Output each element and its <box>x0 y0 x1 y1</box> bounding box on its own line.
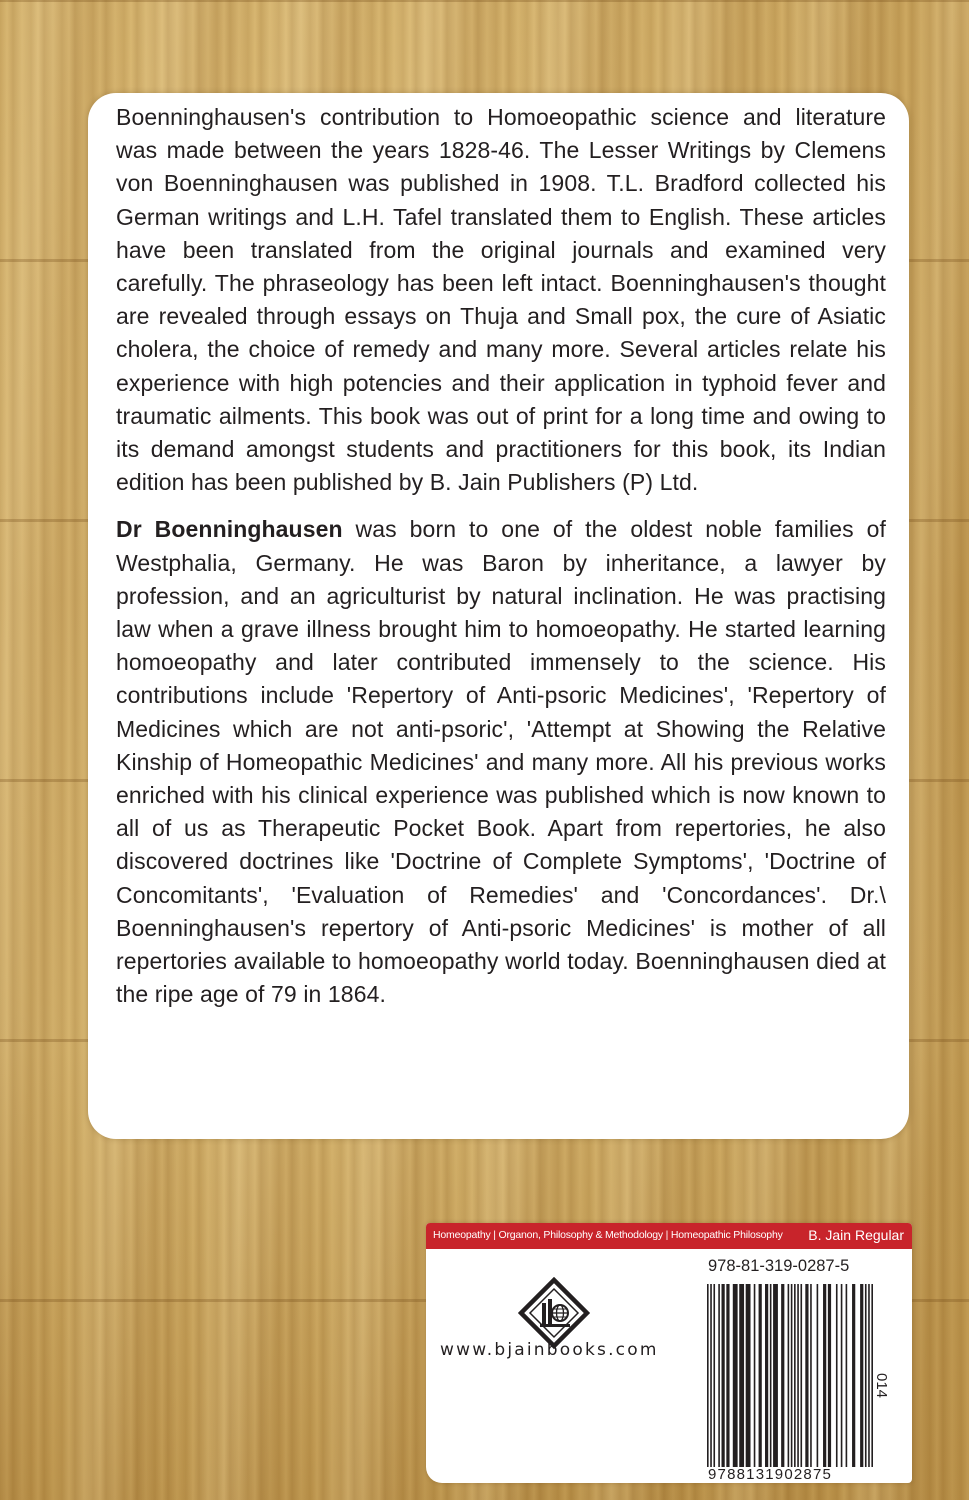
barcode-bar <box>773 1284 778 1467</box>
barcode-bar <box>710 1284 712 1467</box>
barcode-bar <box>852 1284 855 1467</box>
barcode-bar <box>759 1284 762 1467</box>
barcode-number: 9788131902875 <box>708 1466 833 1483</box>
barcode-bar <box>868 1284 870 1467</box>
barcode-bar <box>846 1284 848 1467</box>
category-bar <box>426 1223 912 1249</box>
barcode-bar <box>791 1284 793 1467</box>
author-name: Dr Boenninghausen <box>116 516 343 543</box>
summary-paragraph: Boenninghausen's contribution to Homoeopathic science and literature was made between the years 1828-46. The Lesser Writings by Clemens von Boenninghausen was published in 1908. T.L. Bradford collected his German writings and L.H. Tafel translated them to English. These articles have been translated from the original journals and examined very carefully. The phraseology has been left intact. Boenninghausen's thought are revealed through essays on Thuja and Small pox, the cure of Asiatic cholera, the choice of remedy and many more. Several articles relate his experience with high potencies and their application in typhoid fever and traumatic ailments. This book was out of print for a long time and owing to its demand amongst students and practitioners for this book, its Indian edition has been published by B. Jain Publishers (P) Ltd. <box>116 104 886 496</box>
barcode-bar <box>781 1284 784 1467</box>
price-code: 014 <box>873 1373 890 1399</box>
barcode-bar <box>707 1284 709 1467</box>
barcode-bar <box>817 1284 819 1467</box>
barcode-icon <box>707 1284 873 1467</box>
barcode-bar <box>836 1284 838 1467</box>
barcode-bar <box>770 1284 772 1467</box>
barcode-bar <box>841 1284 843 1467</box>
author-bio: was born to one of the oldest noble families of Westphalia, Germany. He was Baron by inheritance, a lawyer by profession, and an agriculturist by natural inclination. He was practising law when a grave illness brought him to homoeopathy. He started learning homoeopathy and later contributed immensely to the science. His contributions include 'Repertory of Anti-psoric Medicines', 'Repertory of Medicines which are not anti-psoric', 'Attempt at Showing the Relative Kinship of Homeopathic Medicines' and many more. All his previous works enriched with his clinical experience was published which is now known to all of us as Therapeutic Pocket Book. Apart from repertories, he also discovered doctrines like 'Doctrine of Complete Symptoms', 'Doctrine of Concomitants', 'Evaluation of Remedies' and 'Concordances'. Dr.\ Boenninghausen's repertory of Anti-psoric Medicines' is mother of all repertories available to homoeopathy world today. Boenninghausen died at the ripe age of 79 in 1864. <box>116 516 886 1008</box>
barcode-bar <box>810 1284 812 1467</box>
barcode-bar <box>765 1284 768 1467</box>
isbn-text: 978-81-319-0287-5 <box>708 1257 850 1275</box>
barcode-bar <box>746 1284 751 1467</box>
barcode-bar <box>754 1284 756 1467</box>
publisher-info-panel <box>426 1223 912 1483</box>
barcode-bar <box>726 1284 729 1467</box>
barcode-bar <box>865 1284 867 1467</box>
barcode-bar <box>722 1284 725 1467</box>
barcode-bar <box>718 1284 720 1467</box>
description-text <box>116 101 886 1011</box>
barcode-bar <box>828 1284 831 1467</box>
barcode-bar <box>794 1284 796 1467</box>
category-label: Homeopathy | Organon, Philosophy & Methodology | Homeopathic Philosophy <box>433 1229 783 1241</box>
barcode-bar <box>797 1284 799 1467</box>
barcode-bar <box>713 1284 715 1467</box>
series-label: B. Jain Regular <box>808 1227 904 1243</box>
barcode-bar <box>788 1284 790 1467</box>
website-url: www.bjainbooks.com <box>440 1340 659 1360</box>
author-paragraph <box>116 513 886 1011</box>
barcode-bar <box>860 1284 863 1467</box>
barcode-bar <box>733 1284 738 1467</box>
barcode-bar <box>739 1284 744 1467</box>
barcode-bar <box>805 1284 808 1467</box>
barcode-bar <box>823 1284 826 1467</box>
bjain-logo-icon <box>518 1277 590 1349</box>
barcode-bar <box>800 1284 802 1467</box>
